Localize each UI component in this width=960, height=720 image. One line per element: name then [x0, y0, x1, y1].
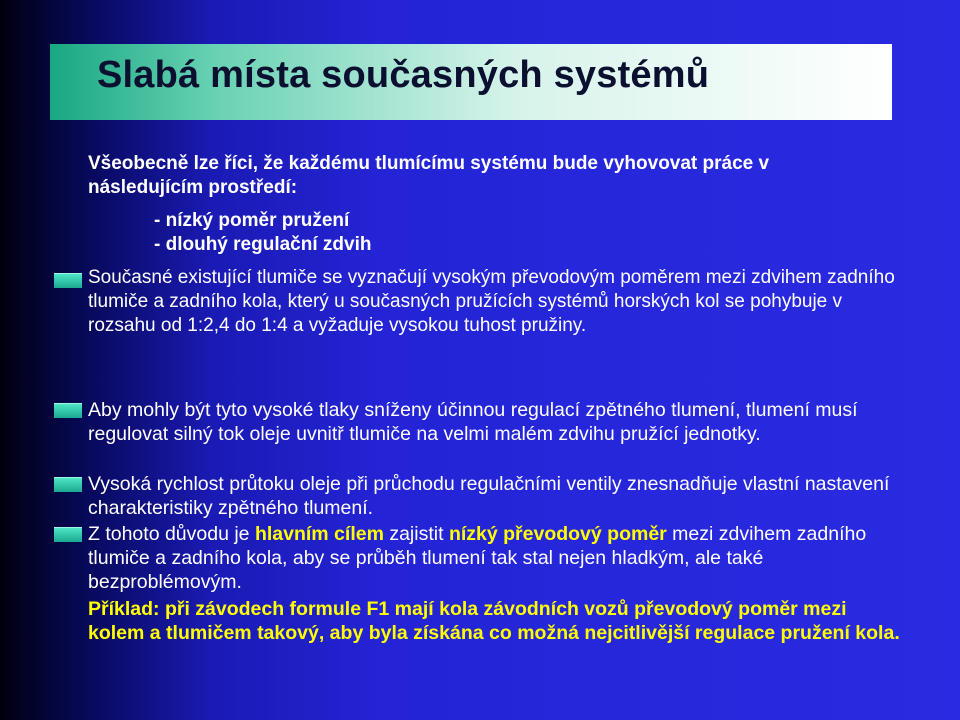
bullet4-text-2: zajistit: [383, 523, 449, 545]
intro-text: Všeobecně lze říci, že každému tlumícímu systému bude vyhovovat práce v následujícím prostředí:: [88, 153, 770, 198]
bullet4-text-3: mezi zdvihem zadního tlumiče a zadního kola, aby se průběh tlumení tak stal nejen hladkým, ale také bezproblémovým.: [88, 523, 867, 593]
condition-long-stroke: - dlouhý regulační zdvih: [154, 234, 372, 255]
condition-low-ratio: - nízký poměr pružení: [154, 210, 350, 231]
bullet-paragraph-3: Vysoká rychlost průtoku oleje při průchodu regulačními ventily znesnadňuje vlastní nastavení charakteristiky zpětného tlumení.: [88, 473, 890, 519]
bullet-paragraph-4: [88, 522, 903, 594]
bullet4-text-1: Z tohoto důvodu je: [88, 523, 255, 545]
example-paragraph: Příklad: při závodech formule F1 mají kola závodních vozů převodový poměr mezi kolem a tlumičem takový, aby byla získána co možná nejcitlivější regulace pružení kola.: [88, 598, 900, 644]
bullet-marker-icon: [54, 273, 82, 288]
bullet-marker-icon: [54, 403, 82, 418]
bullet-marker-icon: [54, 527, 82, 542]
slide-title: Slabá místa současných systémů: [97, 54, 710, 96]
bullet-marker-icon: [54, 477, 82, 492]
highlight-low-ratio: nízký převodový poměr: [448, 523, 667, 545]
bullet-paragraph-1: Současné existující tlumiče se vyznačují vysokým převodovým poměrem mezi zdvihem zadního tlumiče a zadního kola, který u současných pružících systémů horských kol se pohybuje v rozsahu od 1:2,4 do 1:4 a vyžaduje vysokou tuhost pružiny.: [88, 267, 895, 336]
bullet-paragraph-2: Aby mohly být tyto vysoké tlaky sníženy účinnou regulací zpětného tlumení, tlumení musí regulovat silný tok oleje uvnitř tlumiče na velmi malém zdvihu pružící jednotky.: [88, 399, 858, 445]
highlight-main-goal: hlavním cílem: [254, 523, 384, 545]
